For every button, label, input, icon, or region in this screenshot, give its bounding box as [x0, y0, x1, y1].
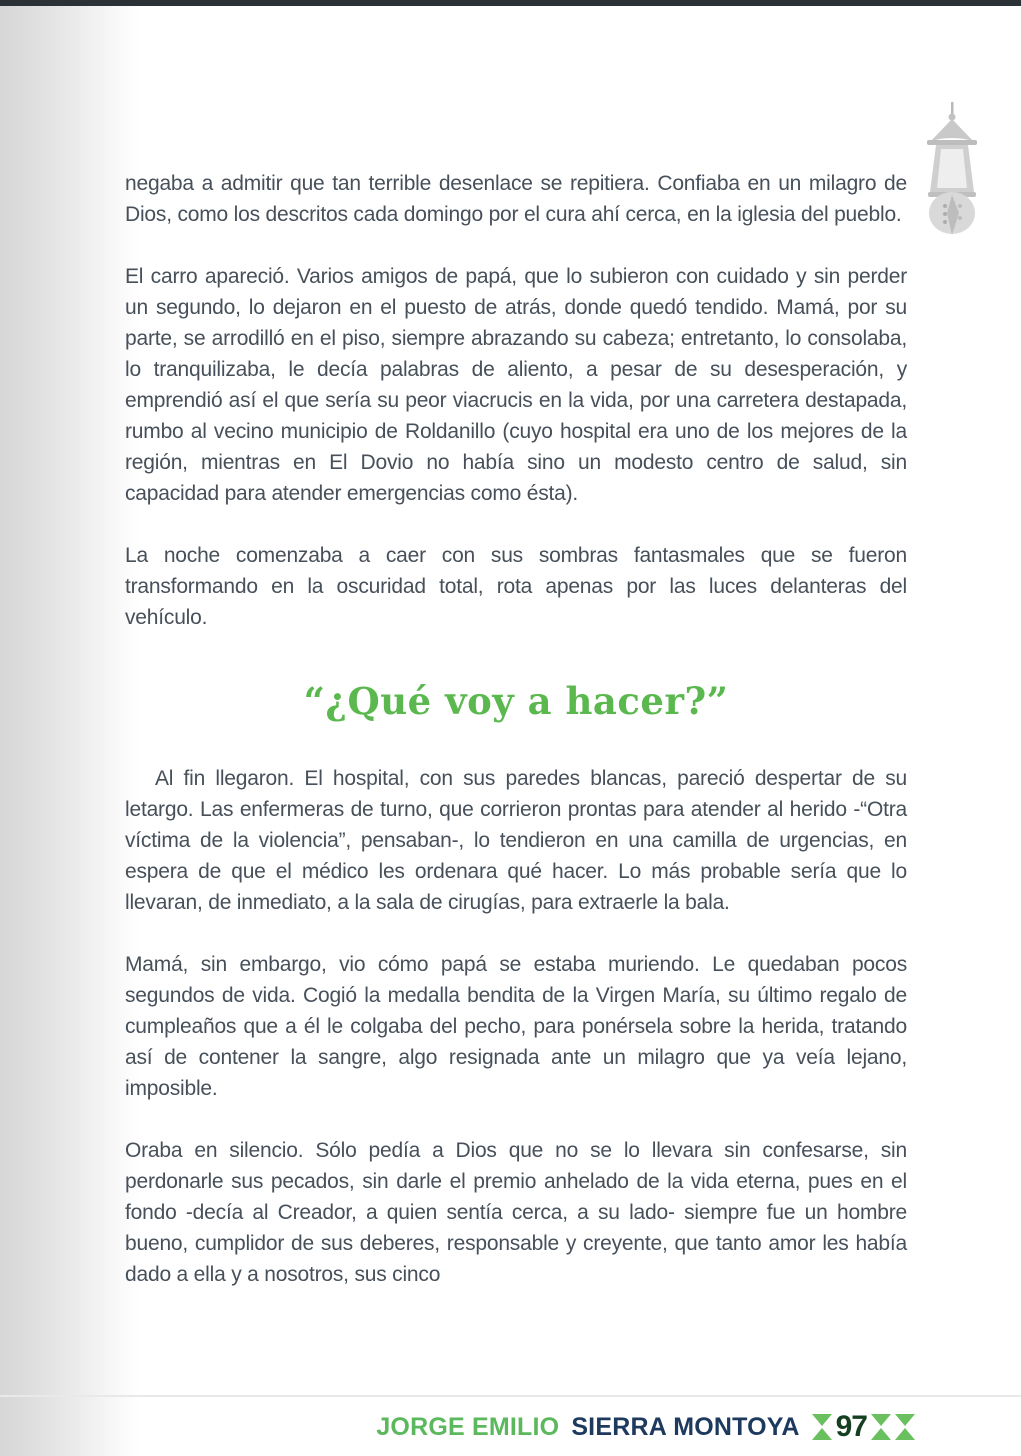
body-paragraph: Mamá, sin embargo, vio cómo papá se estaba muriendo. Le quedaban pocos segundos de vida. Cogió la medalla bendita de la Virgen María, su último regalo de cumpleaños que a él le colgaba del pecho, para ponérsela sobre la herida, tratando así de contener la sangre, algo resignada ante un milagro que ya veía lejano, imposible. — [125, 953, 907, 1100]
author-last-names: SIERRA MONTOYA — [571, 1412, 800, 1441]
body-text-column — [125, 168, 907, 1321]
body-paragraph: negaba a admitir que tan terrible desenlace se repitiera. Confiaba en un milagro de Dios, como los descritos cada domingo por el cura ahí cerca, en la iglesia del pueblo. — [125, 172, 907, 226]
page-number: 97 — [835, 1410, 867, 1443]
section-heading: “¿Qué voy a hacer?” — [303, 679, 729, 723]
page-spine-shadow — [0, 6, 140, 1456]
author-first-names: JORGE EMILIO — [376, 1412, 560, 1441]
hourglass-triangles-icon — [812, 1414, 832, 1440]
footer-divider — [0, 1395, 1021, 1397]
body-paragraph: Al fin llegaron. El hospital, con sus paredes blancas, pareció despertar de su letargo. Las enfermeras de turno, que corrieron prontas para atender al herido -“Otra víctima de la violencia”, pensaban-, lo tendieron en una camilla de urgencias, en espera de que el médico les ordenara qué hacer. Lo más probable sería que lo llevaran, de inmediato, a la sala de cirugías, para extraerle la bala. — [125, 767, 907, 914]
body-paragraph: Oraba en silencio. Sólo pedía a Dios que no se lo llevara sin confesarse, sin perdonarle sus pecados, sin darle el premio anhelado de la vida eterna, pues en el fondo -decía al Creador, a quien sentía cerca, a su lado- siempre fue un hombre bueno, cumplidor de sus deberes, responsable y creyente, que tanto amor les había dado a ella y a nosotros, sus cinco — [125, 1139, 907, 1286]
page-number-marker — [812, 1412, 915, 1442]
body-paragraph: El carro apareció. Varios amigos de papá, que lo subieron con cuidado y sin perder un segundo, lo dejaron en el puesto de atrás, donde quedó tendido. Mamá, por su parte, se arrodilló en el piso, siempre abrazando su cabeza; entretanto, lo consolaba, lo tranquilizaba, le decía palabras de aliento, a pesar de su desesperación, y emprendió así el que sería su peor viacrucis en la vida, por una carretera destapada, rumbo al vecino municipio de Roldanillo (cuyo hospital era uno de los mejores de la región, mientras en El Dovio no había sino un modesto centro de salud, sin capacidad para atender emergencias como ésta). — [125, 265, 907, 505]
hourglass-triangles-icon — [871, 1414, 891, 1440]
body-paragraph: La noche comenzaba a caer con sus sombras fantasmales que se fueron transformando en la oscuridad total, rota apenas por las luces delanteras del vehículo. — [125, 544, 907, 629]
wall-lantern-graphic — [912, 100, 992, 240]
page-footer — [376, 1412, 915, 1442]
wall-lantern-icon — [912, 100, 992, 240]
hourglass-triangles-icon — [895, 1414, 915, 1440]
top-edge-bar — [0, 0, 1021, 6]
